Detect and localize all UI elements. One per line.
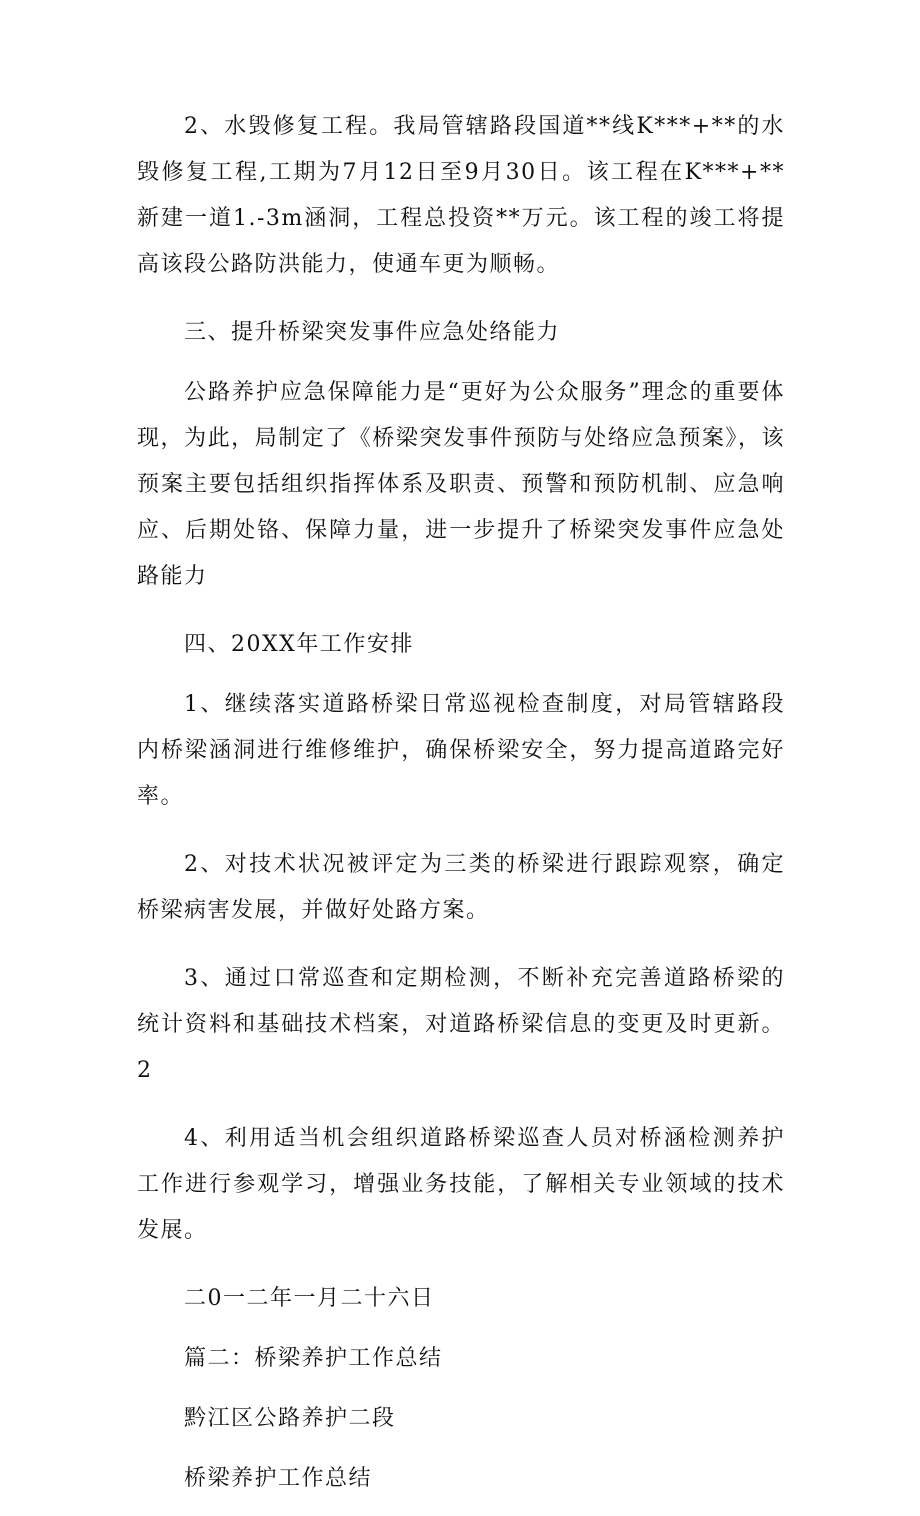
report-title: 桥梁养护工作总结 <box>184 1466 373 1491</box>
paragraph-item-2: 2、对技术状况被评定为三类的桥梁进行跟踪观察，确定桥梁病害发展，并做好处路方案。 <box>137 852 785 923</box>
paragraph-emergency-plan: 公路养护应急保障能力是“更好为公众服务”理念的重要体现，为此，局制定了《桥梁突发事件预防与处络应急预案》，该预案主要包括组织指挥体系及职责、预警和预防机制、应急响应、后期处铬、保障力量，进一步提升了桥梁突发事件应急处路能力 <box>137 380 785 589</box>
document-body <box>137 104 785 1516</box>
organization-name: 黔江区公路养护二段 <box>184 1406 396 1431</box>
heading-work-arrangement: 四、20XX年工作安排 <box>184 632 414 657</box>
paragraph-item-3: 3、通过口常巡查和定期检测，不断补充完善道路桥梁的统计资料和基础技术档案，对道路桥梁信息的变更及时更新。2 <box>137 966 785 1083</box>
paragraph-item-1: 1、继续落实道路桥梁日常巡视检查制度，对局管辖路段内桥梁涵洞进行维修维护，确保桥梁安全，努力提高道路完好率。 <box>137 692 785 809</box>
paragraph-item-4: 4、利用适当机会组织道路桥梁巡查人员对桥涵检测养护工作进行参观学习，增强业务技能，了解相关专业领域的技术发展。 <box>137 1126 785 1243</box>
paragraph-water-damage-repair: 2、水毁修复工程。我局管辖路段国道**线K***+**的水毁修复工程,工期为7月12日至9月30日。该工程在K***+**新建一道1.-3m涵洞，工程总投资**万元。该工程的竣工将提高该段公路防洪能力，使通车更为顺畅。 <box>137 114 785 277</box>
section-title: 篇二：桥梁养护工作总结 <box>184 1346 443 1371</box>
document-date: 二0一二年一月二十六日 <box>184 1286 435 1311</box>
heading-bridge-emergency-capacity: 三、提升桥梁突发事件应急处络能力 <box>184 320 561 345</box>
